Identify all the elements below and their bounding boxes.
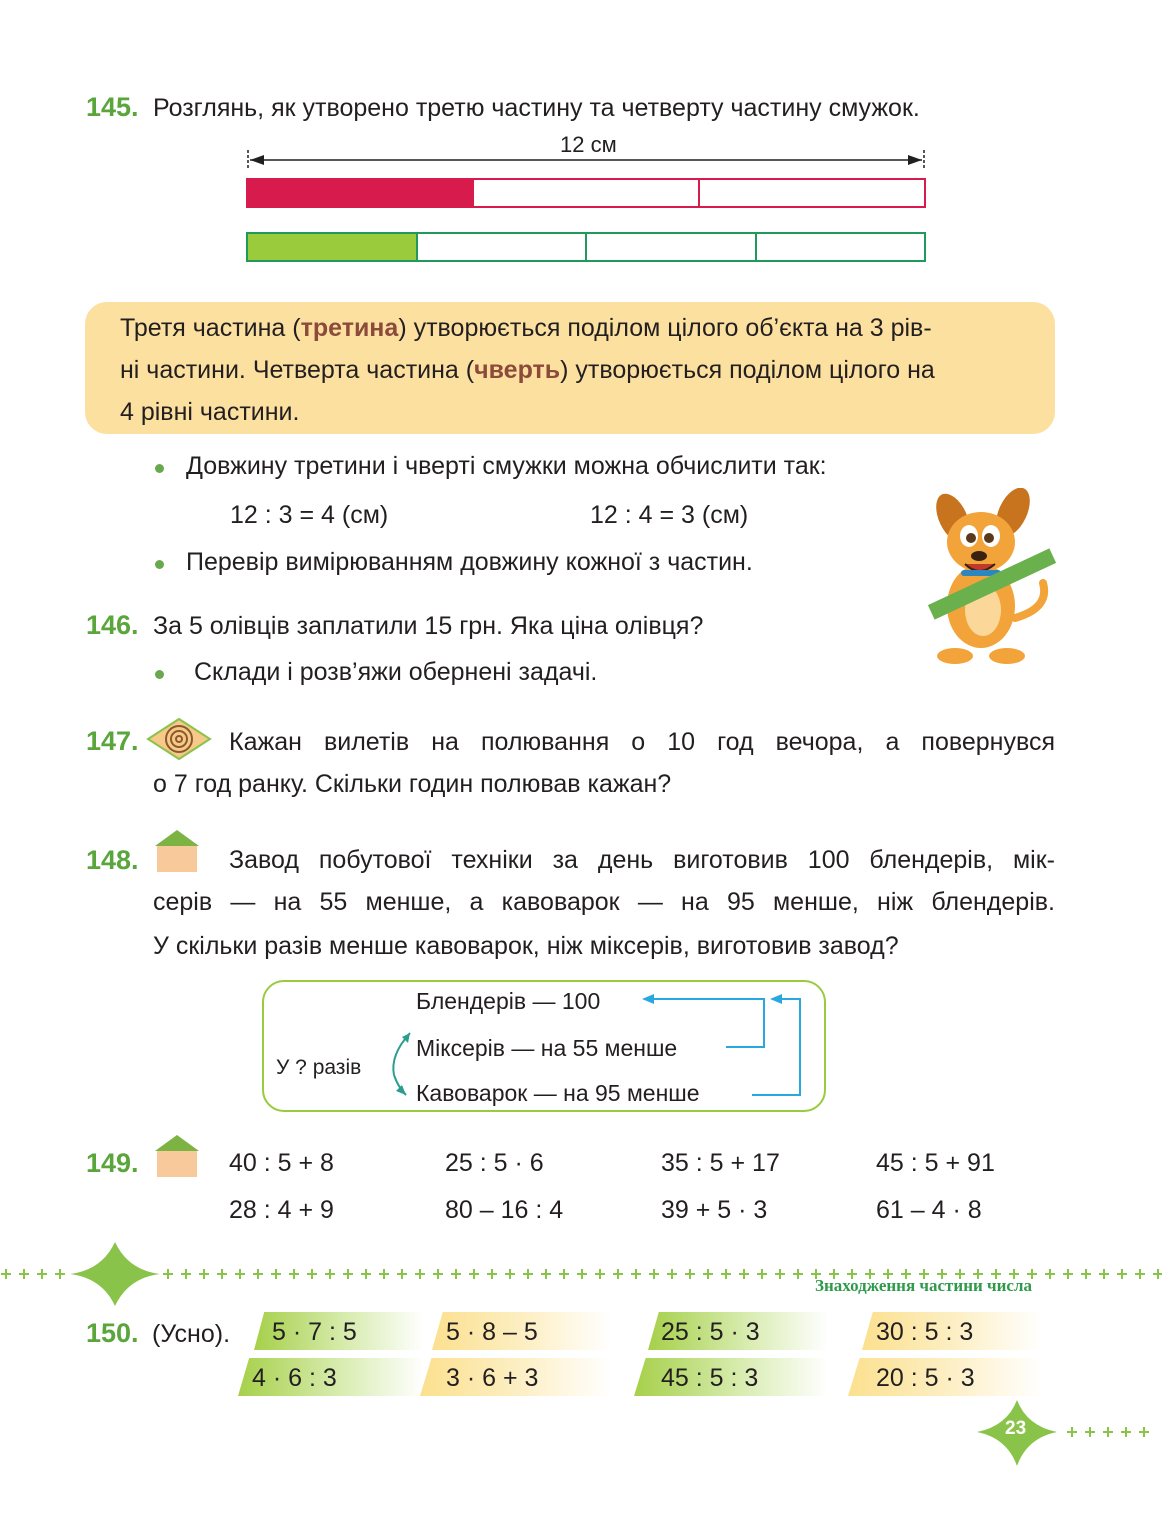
dog-with-ruler-illustration xyxy=(915,488,1065,668)
bullet-icon xyxy=(155,670,164,679)
expression: 40 : 5 + 8 xyxy=(229,1149,334,1177)
expression: 25 : 5 · 3 xyxy=(661,1318,760,1346)
term-third: третина xyxy=(300,314,399,342)
calc-third: 12 : 3 = 4 (см) xyxy=(230,501,389,529)
expression: 28 : 4 + 9 xyxy=(229,1196,334,1224)
bullet-icon xyxy=(155,560,164,569)
task-148-line-3: У скільки разів менше кавоварок, ніж міксерів, виготовив завод? xyxy=(153,932,899,960)
expression: 5 · 7 : 5 xyxy=(272,1318,357,1346)
scheme-row-mixers: Міксерів — на 55 менше xyxy=(416,1035,678,1061)
task-146-text: За 5 олівців заплатили 15 грн. Яка ціна олівця? xyxy=(153,612,704,640)
task-148-line-2: серів — на 55 менше, а кавоварок — на 95 менше, ніж блендерів. xyxy=(153,888,1055,916)
bullet-text: Перевір вимірюванням довжину кожної з частин. xyxy=(186,548,753,576)
strip-quarter xyxy=(416,234,586,260)
task-145-text: Розглянь, як утворено третю частину та четверту частину смужок. xyxy=(153,94,920,122)
page-number-badge xyxy=(975,1398,1162,1470)
strip-quarter xyxy=(755,234,925,260)
expression: 20 : 5 · 3 xyxy=(876,1364,975,1392)
strip-third xyxy=(472,180,698,206)
maze-icon xyxy=(146,717,212,761)
task-148-number: 148. xyxy=(86,845,139,875)
length-label: 12 см xyxy=(556,132,621,158)
task-147-line-2: о 7 год ранку. Скільки годин полював кажан? xyxy=(153,770,672,798)
scheme-arrows xyxy=(376,985,806,1110)
expression: 35 : 5 + 17 xyxy=(661,1149,780,1177)
bullet-text: Склади і розв’яжи обернені задачі. xyxy=(194,658,598,686)
task-150-number: 150. xyxy=(86,1318,139,1348)
house-icon xyxy=(151,828,203,872)
strip-thirds xyxy=(246,178,926,208)
expression: 39 + 5 · 3 xyxy=(661,1196,768,1224)
expression: 5 · 8 – 5 xyxy=(446,1318,538,1346)
task-148-line-1: Завод побутової техніки за день виготовив 100 блендерів, мік- xyxy=(229,846,1055,874)
task-145-number: 145. xyxy=(86,92,139,122)
expression: 45 : 5 + 91 xyxy=(876,1149,995,1177)
task-149-number: 149. xyxy=(86,1148,139,1178)
rule-line-1: Третя частина (третина) утворюється поділом цілого об’єкта на 3 рів- xyxy=(120,314,932,342)
task-147-number: 147. xyxy=(86,726,139,756)
strip-quarter-filled xyxy=(248,234,416,260)
calc-quarter: 12 : 4 = 3 (см) xyxy=(590,501,749,529)
bullet-icon xyxy=(155,464,164,473)
term-quarter: чверть xyxy=(474,356,561,384)
scheme-row-blenders: Блендерів — 100 xyxy=(416,988,601,1014)
expression: 80 – 16 : 4 xyxy=(445,1196,564,1224)
arrow-icon xyxy=(376,985,806,1110)
expression: 25 : 5 · 6 xyxy=(445,1149,544,1177)
section-divider xyxy=(0,1240,1162,1310)
task-146-number: 146. xyxy=(86,610,139,640)
expression: 45 : 5 : 3 xyxy=(661,1364,759,1392)
house-icon xyxy=(151,1133,203,1177)
expression: 3 · 6 + 3 xyxy=(446,1364,539,1392)
task-150-label: (Усно). xyxy=(152,1320,231,1348)
expression: 61 – 4 · 8 xyxy=(876,1196,982,1224)
expression: 4 · 6 : 3 xyxy=(252,1364,337,1392)
task-147-line-1: Кажан вилетів на полювання о 10 год вечора, а повернувся xyxy=(229,728,1055,756)
scheme-question: У ? разів xyxy=(276,1056,362,1079)
strip-third xyxy=(698,180,924,206)
strip-third-filled xyxy=(248,180,472,206)
rule-line-2: ні частини. Четверта частина (чверть) утворюється поділом цілого на xyxy=(120,356,935,384)
star-icon xyxy=(70,1242,160,1306)
section-title: Знаходження частини числа xyxy=(815,1276,1032,1295)
expression: 30 : 5 : 3 xyxy=(876,1318,974,1346)
strip-quarter xyxy=(585,234,755,260)
page-number: 23 xyxy=(1005,1418,1027,1439)
bullet-text: Довжину третини і чверті смужки можна обчислити так: xyxy=(186,452,827,480)
rule-line-3: 4 рівні частини. xyxy=(120,398,300,426)
scheme-row-coffee-makers: Кавоварок — на 95 менше xyxy=(416,1080,700,1106)
strip-quarters xyxy=(246,232,926,262)
